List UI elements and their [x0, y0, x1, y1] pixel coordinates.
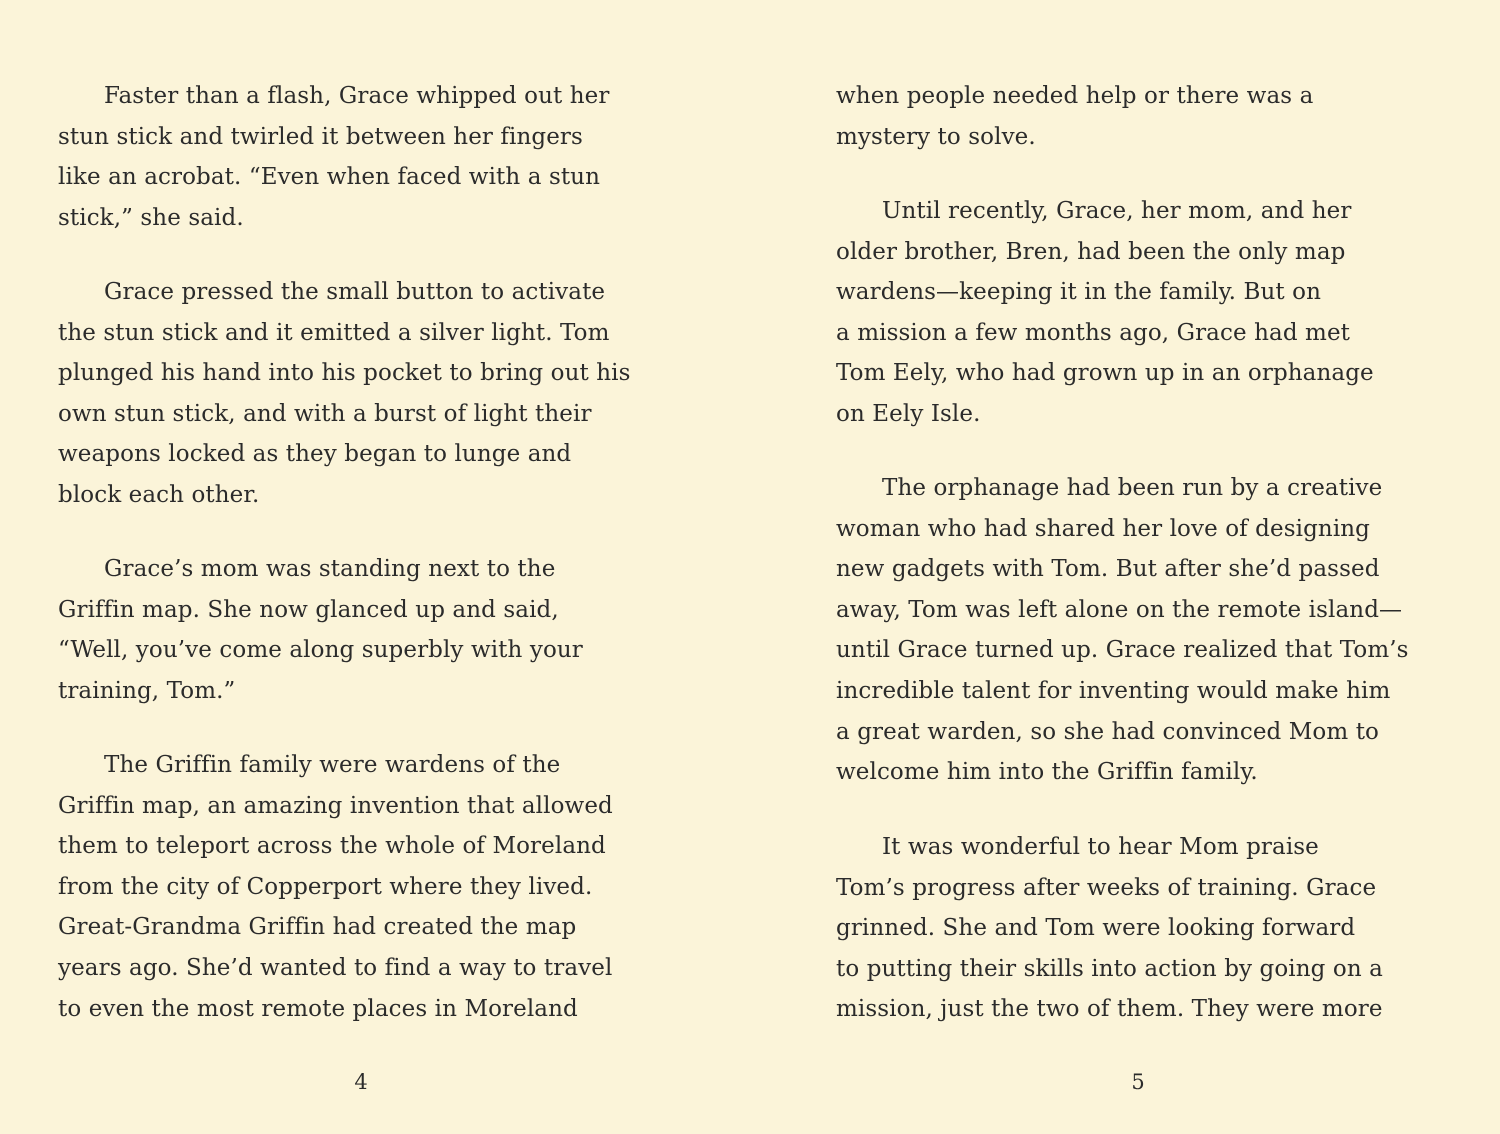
text-line: to even the most remote places in Moreland: [58, 995, 578, 1022]
text-line: It was wonderful to hear Mom praise: [882, 834, 1319, 860]
text-line: Tom Eely, who had grown up in an orphanage: [836, 360, 1374, 387]
text-line: weapons locked as they began to lunge and: [58, 441, 572, 468]
page-number: 4: [354, 1070, 368, 1094]
text-line: mystery to solve.: [836, 123, 1036, 150]
text-line: new gadgets with Tom. But after she’d passed: [836, 556, 1380, 583]
text-line: from the city of Copperport where they lived.: [58, 873, 593, 900]
text-line: on Eely Isle.: [836, 401, 981, 427]
text-line: stun stick and twirled it between her fingers: [58, 123, 583, 150]
text-line: incredible talent for inventing would make him: [836, 678, 1391, 704]
text-line: wardens—keeping it in the family. But on: [836, 279, 1322, 306]
text-line: welcome him into the Griffin family.: [836, 759, 1258, 786]
text-line: plunged his hand into his pocket to bring out his: [58, 360, 631, 387]
text-line: mission, just the two of them. They were more: [836, 996, 1383, 1023]
text-line: Griffin map. She now glanced up and said,: [58, 596, 559, 623]
text-line: Grace’s mom was standing next to the: [104, 556, 556, 582]
text-line: Great-Grandma Griffin had created the map: [58, 914, 577, 941]
text-line: woman who had shared her love of designing: [836, 515, 1371, 542]
text-line: older brother, Bren, had been the only map: [836, 238, 1346, 265]
text-line: training, Tom.”: [58, 677, 236, 704]
right-page: [750, 0, 1500, 1134]
text-line: block each other.: [58, 482, 260, 508]
text-line: a great warden, so she had convinced Mom to: [836, 718, 1379, 745]
text-line: The orphanage had been run by a creative: [882, 475, 1383, 501]
text-line: own stun stick, and with a burst of light their: [58, 400, 592, 427]
text-line: the stun stick and it emitted a silver light. Tom: [58, 319, 610, 346]
text-line: away, Tom was left alone on the remote island—: [836, 596, 1403, 623]
text-line: “Well, you’ve come along superbly with your: [58, 637, 583, 664]
text-line: to putting their skills into action by going on a: [836, 955, 1383, 982]
text-line: years ago. She’d wanted to find a way to travel: [58, 955, 613, 981]
text-line: Tom’s progress after weeks of training. Grace: [836, 874, 1377, 901]
text-line: The Griffin family were wardens of the: [104, 752, 561, 778]
text-line: Griffin map, an amazing invention that allowed: [58, 792, 613, 819]
text-line: Faster than a flash, Grace whipped out her: [104, 83, 610, 109]
page-number: 5: [1131, 1070, 1145, 1094]
text-line: until Grace turned up. Grace realized that Tom’s: [836, 637, 1409, 664]
text-line: Until recently, Grace, her mom, and her: [882, 198, 1352, 224]
text-line: a mission a few months ago, Grace had met: [836, 319, 1351, 346]
text-line: when people needed help or there was a: [836, 83, 1314, 109]
text-line: them to teleport across the whole of Moreland: [58, 833, 606, 860]
text-line: Grace pressed the small button to activate: [104, 279, 606, 305]
text-line: grinned. She and Tom were looking forward: [836, 915, 1356, 942]
text-line: stick,” she said.: [58, 204, 244, 231]
text-line: like an acrobat. “Even when faced with a stun: [58, 164, 601, 191]
